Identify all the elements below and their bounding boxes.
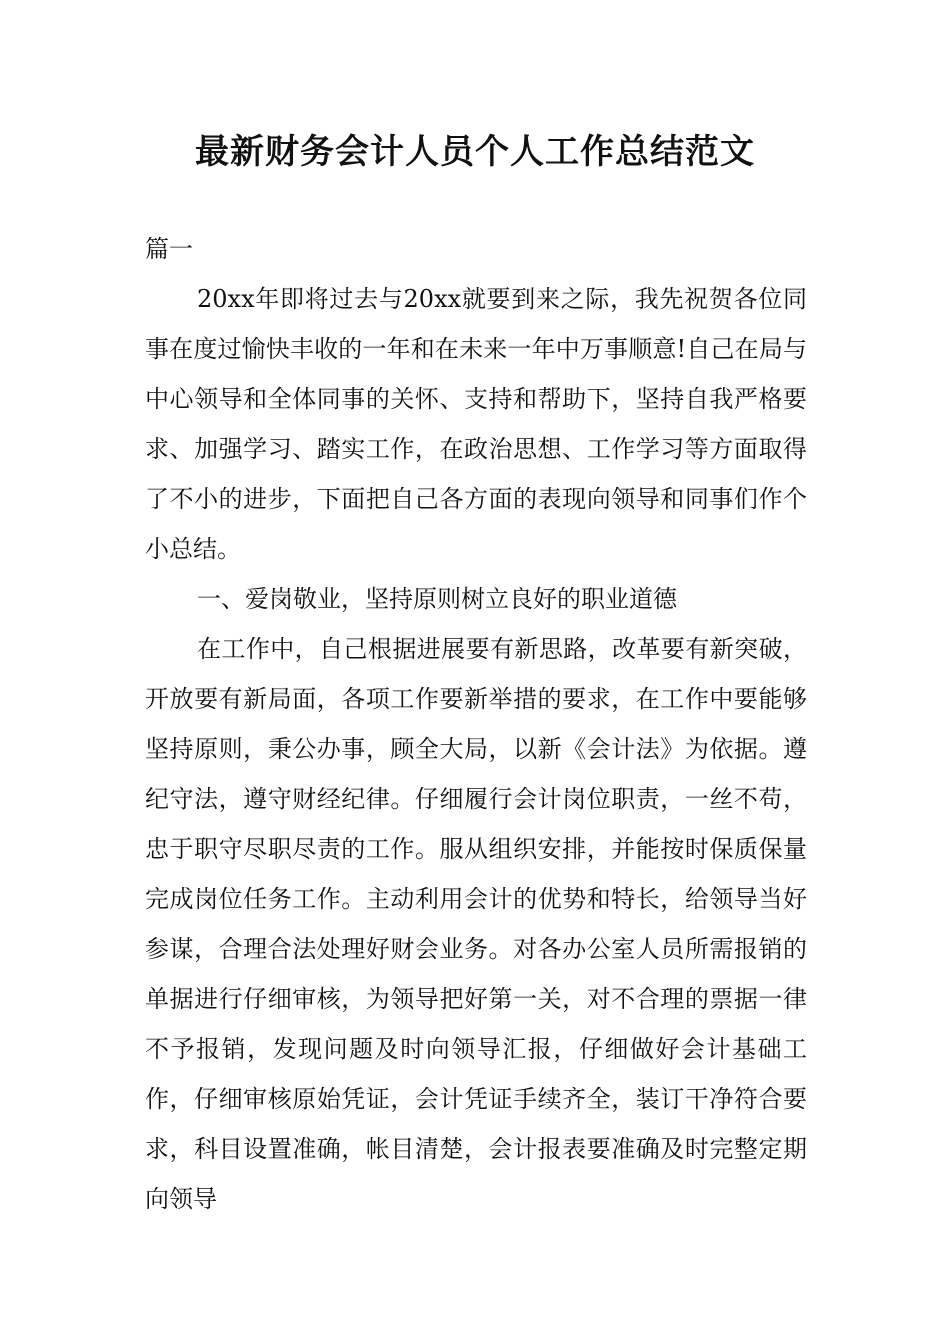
paragraph-work: 在工作中，自己根据进展要有新思路，改革要有新突破，开放要有新局面，各项工作要新举措的要求，在工作中要能够坚持原则，秉公办事，顾全大局，以新《会计法》为依据。遵纪守法，遵守财经纪律。仔细履行会计岗位职责，一丝不苟，忠于职守尽职尽责的工作。服从组织安排，并能按时保质保量完成岗位任务工作。主动利用会计的优势和特长，给领导当好参谋，合理合法处理好财会业务。对各办公室人员所需报销的单据进行仔细审核，为领导把好第一关，对不合理的票据一律不予报销，发现问题及时向领导汇报，仔细做好会计基础工作，仔细审核原始凭证，会计凭证手续齐全，装订干净符合要求，科目设置准确，帐目清楚，会计报表要准确及时完整定期向领导 <box>145 635 807 1213</box>
section-heading: 一、爱岗敬业，坚持原则树立良好的职业道德 <box>197 585 677 613</box>
document-title: 最新财务会计人员个人工作总结范文 <box>195 132 755 172</box>
document-body <box>145 224 807 1224</box>
paragraph-intro: 20xx年即将过去与20xx就要到来之际，我先祝贺各位同事在度过愉快丰收的一年和在未来一年中万事顺意!自己在局与中心领导和全体同事的关怀、支持和帮助下，坚持自我严格要求、加强学习、踏实工作，在政治思想、工作学习等方面取得了不小的进步，下面把自己各方面的表现向领导和同事们作个小总结。 <box>145 285 807 563</box>
section-label: 篇一 <box>145 235 193 263</box>
